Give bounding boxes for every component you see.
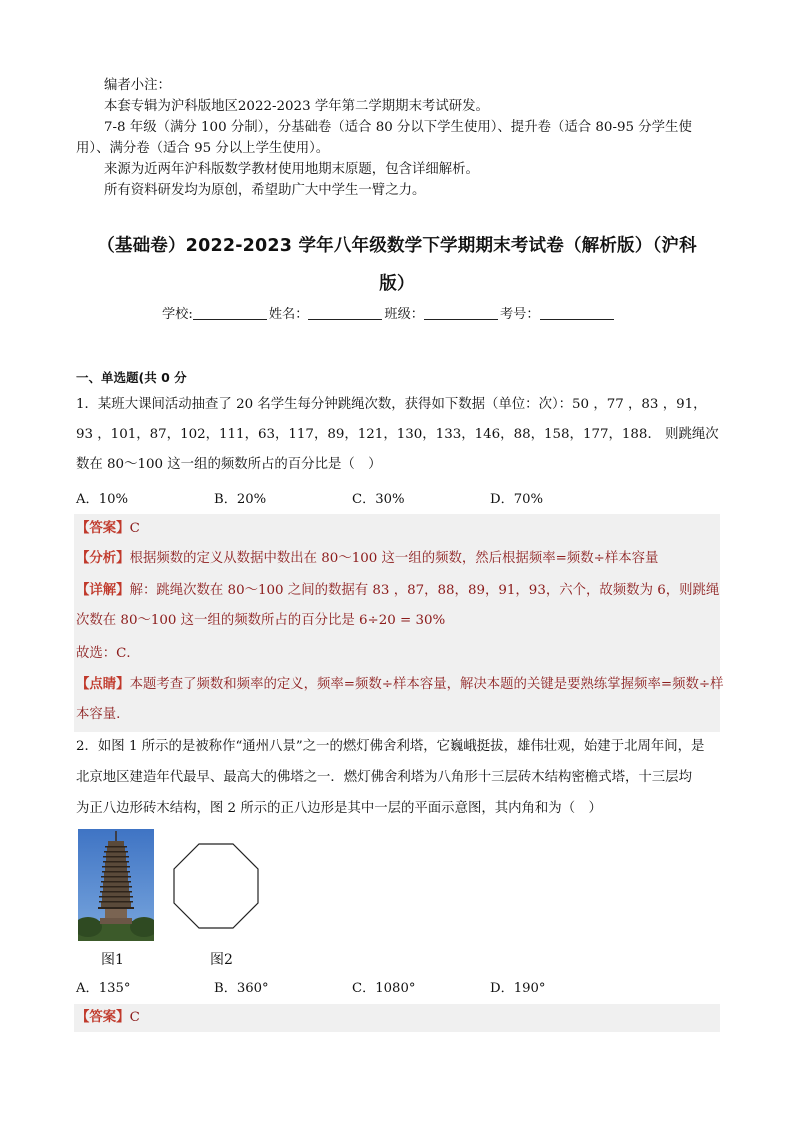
school-label: 学校: [162,307,193,322]
question-1-text: 数在 80～100 这一组的频数所占的百分比是（ ） [76,457,382,472]
editor-note-line: 用）、满分卷（适合 95 分以上学生使用）。 [76,141,330,156]
section-heading: 一、单选题(共 0 分 [76,370,187,385]
detail-tag: 【详解】 [76,583,130,598]
comment-tag: 【点睛】 [76,677,130,692]
answer-value: C [129,521,140,536]
question-1-text: 93 ，101，87，102，111，63，117，89，121，130，133，146，88，158，177，188． 则跳绳次 [76,427,719,442]
q2-solution-box [74,1004,720,1032]
q1-choose: 故选：C． [76,646,140,661]
answer-tag: 【答案】 [76,1010,130,1025]
q2-option-c: C．1080° [352,981,416,996]
school-blank [193,306,267,320]
q1-analysis [76,549,658,569]
answer-value: C [129,1010,140,1025]
detail-text: 解：跳绳次数在 80～100 之间的数据有 83 ，87，88，89，91，93，六个，故频数为 6，则跳绳 [129,583,720,598]
editor-note-line: 来源为近两年沪科版数学教材使用地期末原题，包含详细解析。 [104,162,479,177]
name-label: 姓名： [268,307,309,322]
q1-comment-continued: 本容量. [76,707,121,722]
question-1-text: 1．某班大课间活动抽查了 20 名学生每分钟跳绳次数，获得如下数据（单位：次）：50 ，77 ，83 ，91， [76,397,707,412]
q1-option-d: D．70% [490,492,544,507]
answer-tag: 【答案】 [76,521,130,536]
editor-note-line: 本套专辑为沪科版地区2022-2023 学年第二学期期末考试研发。 [104,99,489,114]
class-blank [424,306,498,320]
q2-answer [76,1008,140,1028]
editor-note-line: 所有资料研发均为原创，希望助广大中学生一臂之力。 [104,183,426,198]
editor-note-heading: 编者小注： [104,78,171,93]
q1-detail [76,581,719,601]
question-2-text: 北京地区建造年代最早、最高大的佛塔之一．燃灯佛舍利塔为八角形十三层砖木结构密檐式塔，十三层均 [76,770,692,785]
q1-answer [76,519,140,539]
q1-option-c: C．30% [352,492,405,507]
number-blank [540,306,614,320]
q1-option-b: B．20% [214,492,267,507]
question-2-text: 2．如图 1 所示的是被称作“通州八景”之一的燃灯佛舍利塔，它巍峨挺拔，雄伟壮观，始建于北周年间，是 [76,739,705,754]
class-label: 班级： [384,307,424,322]
figure-1-caption: 图1 [101,952,124,968]
number-label: 考号： [499,307,540,322]
editor-note-line: 7-8 年级（满分 100 分制），分基础卷（适合 80 分以下学生使用）、提升卷（适合 80-95 分学生使 [104,120,692,135]
pagoda-photo [78,829,154,941]
page-title: （基础卷）2022-2023 学年八年级数学下学期期末考试卷（解析版）（沪科 [97,236,697,256]
q2-option-a: A．135° [76,981,131,996]
name-blank [308,306,382,320]
question-2-text: 为正八边形砖木结构，图 2 所示的正八边形是其中一层的平面示意图，其内角和为（ ） [76,801,602,816]
q2-option-d: D．190° [490,981,546,996]
student-info-line [162,305,616,325]
octagon-figure [170,841,262,933]
figure-2-caption: 图2 [210,952,233,968]
page-title-continued: 版） [379,274,415,294]
q2-option-b: B．360° [214,981,269,996]
q1-option-a: A．10% [76,492,129,507]
q1-comment [76,675,723,695]
analysis-tag: 【分析】 [76,551,130,566]
comment-text: 本题考查了频数和频率的定义，频率=频数÷样本容量，解决本题的关键是要熟练掌握频率=频数÷样 [129,677,724,692]
octagon-shape [174,844,258,928]
analysis-text: 根据频数的定义从数据中数出在 80～100 这一组的频数，然后根据频率=频数÷样本容量 [129,551,659,566]
q1-detail-continued: 次数在 80～100 这一组的频数所占的百分比是 6÷20 = 30% [76,613,446,628]
